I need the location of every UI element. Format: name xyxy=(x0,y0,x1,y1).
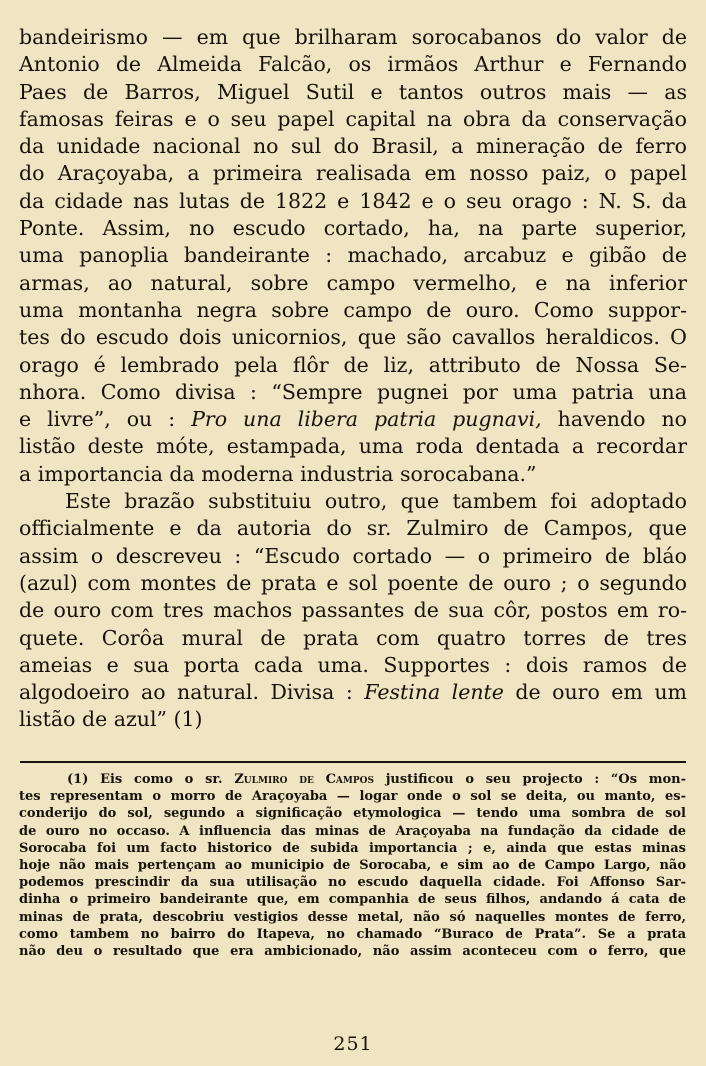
footnote-line: dinha o primeiro bandeirante que, em companhia de seus filhos, andando á cata de xyxy=(19,892,686,908)
text-line: officialmente e da autoria do sr. Zulmiro de Campos, que xyxy=(19,516,687,541)
text-fragment: e livre”, ou : xyxy=(19,407,192,432)
footnote-line: hoje não mais pertençam ao municipio de Sorocaba, e sim ao de Campo Largo, não xyxy=(19,858,686,874)
main-text xyxy=(19,24,687,734)
latin-motto: Pro una libera patria pugnavi, xyxy=(191,407,542,432)
footnote-line: minas de prata, descobriu vestigios desse metal, não só naquelles montes de ferro, xyxy=(19,909,686,925)
text-line: uma montanha negra sobre campo de ouro. Como suppor- xyxy=(19,297,687,322)
footnote-line: conderijo do sol, segundo a significação etymologica — tendo uma sombra de sol xyxy=(19,806,686,822)
text-fragment: justificou o seu projecto : “Os mon- xyxy=(373,772,687,787)
text-line: tes do escudo dois unicornios, que são cavallos heraldicos. O xyxy=(19,325,687,350)
footnote xyxy=(19,771,686,960)
text-fragment: havendo no xyxy=(541,407,687,432)
text-line: quete. Corôa mural de prata com quatro torres de tres xyxy=(19,625,687,650)
footnote-line: como tambem no bairro do Itapeva, no chamado “Buraco de Prata”. Se a prata xyxy=(19,926,686,942)
page-number: 251 xyxy=(333,1033,373,1055)
text-line: listão deste móte, estampada, uma roda dentada a recordar xyxy=(19,434,687,459)
text-line: uma panoplia bandeirante : machado, arcabuz e gibão de xyxy=(19,243,687,268)
latin-motto: Festina lente xyxy=(364,680,504,705)
text-line: de ouro com tres machos passantes de sua côr, postos em ro- xyxy=(19,598,687,623)
text-line: armas, ao natural, sobre campo vermelho, e na inferior xyxy=(19,270,687,295)
footnote-line: não deu o resultado que era ambicionado, não assim aconteceu com o ferro, que xyxy=(19,944,686,960)
text-line: Antonio de Almeida Falcão, os irmãos Arthur e Fernando xyxy=(19,52,687,77)
text-line: Paes de Barros, Miguel Sutil e tantos outros mais — as xyxy=(19,79,687,104)
author-name: Zulmiro de Campos xyxy=(234,772,374,787)
text-line: assim o descreveu : “Escudo cortado — o primeiro de bláo xyxy=(19,543,687,568)
text-fragment: (1) Eis como o sr. xyxy=(67,772,235,787)
footnote-line: tes representam o morro de Araçoyaba — logar onde o sol se deita, ou manto, es- xyxy=(19,789,686,805)
text-line-with-motto xyxy=(19,679,687,706)
text-fragment: de ouro em um xyxy=(503,680,687,705)
text-line: da unidade nacional no sul do Brasil, a mineração de ferro xyxy=(19,134,687,159)
text-line: do Araçoyaba, a primeira realisada em nosso paiz, o papel xyxy=(19,161,687,186)
text-line: famosas feiras e o seu papel capital na obra da conservação xyxy=(19,106,687,131)
footnote-divider xyxy=(20,761,686,763)
text-line: da cidade nas lutas de 1822 e 1842 e o seu orago : N. S. da xyxy=(19,188,687,213)
footnote-line xyxy=(19,771,686,788)
text-line: orago é lembrado pela flôr de liz, attributo de Nossa Se- xyxy=(19,352,687,377)
footnote-line: de ouro no occaso. A influencia das minas de Araçoyaba na fundação da cidade de xyxy=(19,823,686,839)
text-line: listão de azul” (1) xyxy=(19,707,203,732)
text-line: a importancia da moderna industria sorocabana.” xyxy=(19,461,537,486)
text-line: nhora. Como divisa : “Sempre pugnei por uma patria una xyxy=(19,379,687,404)
text-line: bandeirismo — em que brilharam sorocabanos do valor de xyxy=(19,25,687,49)
text-line: (azul) com montes de prata e sol poente de ouro ; o segundo xyxy=(19,570,687,595)
footnote-line: Sorocaba foi um facto historico de subida importancia ; e, ainda que estas minas xyxy=(19,840,686,856)
paragraph-start: Este brazão substituiu outro, que tambem foi adoptado xyxy=(65,489,687,514)
text-line: ameias e sua porta cada uma. Supportes : dois ramos de xyxy=(19,652,687,677)
text-line: Ponte. Assim, no escudo cortado, ha, na parte superior, xyxy=(19,216,687,241)
text-fragment: algodoeiro ao natural. Divisa : xyxy=(19,680,365,705)
text-line-with-motto xyxy=(19,406,687,433)
footnote-line: podemos prescindir da sua utilisação no escudo daquella cidade. Foi Affonso Sar- xyxy=(19,875,686,891)
